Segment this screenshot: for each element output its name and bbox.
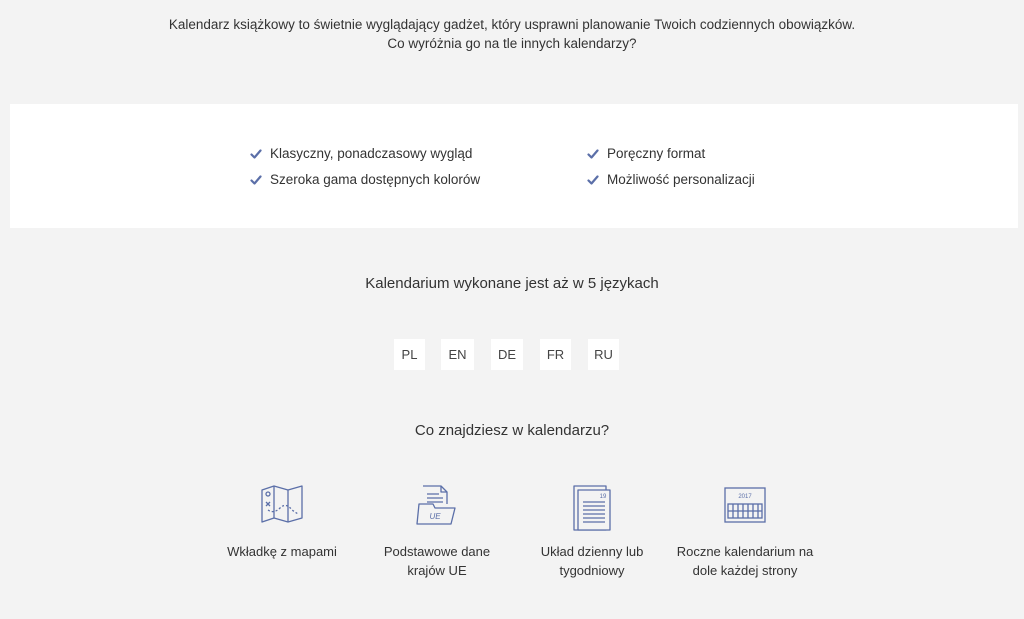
features-panel — [10, 104, 1018, 228]
language-de: DE — [491, 339, 523, 370]
feature-item — [587, 172, 755, 187]
content-item-eu-data — [357, 484, 517, 578]
feature-item — [587, 146, 705, 161]
intro-line-1: Kalendarz książkowy to świetnie wyglądający gadżet, który usprawni planowanie Twoich codziennych obowiązków. — [168, 17, 856, 32]
contents-title: Co znajdziesz w kalendarzu? — [414, 422, 610, 439]
feature-item — [250, 172, 480, 187]
check-icon — [587, 148, 599, 160]
label-line-1: Wkładkę z mapami — [227, 544, 337, 559]
label-line-2: tygodniowy — [559, 563, 625, 578]
content-item-label — [512, 542, 672, 580]
content-item-daily-layout — [512, 484, 672, 578]
label-line-2: krajów UE — [407, 563, 467, 578]
check-icon — [250, 148, 262, 160]
language-fr: FR — [540, 339, 571, 370]
content-item-label — [665, 542, 825, 580]
intro-text — [0, 15, 1024, 53]
year-badge: 2017 — [738, 494, 752, 500]
day-badge: 19 — [599, 494, 607, 500]
languages-title: Kalendarium wykonane jest aż w 5 językach — [365, 275, 659, 292]
label-line-1: Układ dzienny lub — [540, 544, 644, 559]
language-en: EN — [441, 339, 474, 370]
check-icon — [587, 174, 599, 186]
feature-label: Możliwość personalizacji — [607, 172, 755, 187]
feature-item — [250, 146, 472, 161]
check-icon — [250, 174, 262, 186]
content-item-label — [357, 542, 517, 580]
content-item-maps — [202, 484, 362, 559]
content-item-label — [202, 542, 362, 561]
feature-label: Szeroka gama dostępnych kolorów — [270, 172, 481, 187]
ue-badge: UE — [429, 512, 441, 521]
language-pl: PL — [394, 339, 425, 370]
label-line-1: Roczne kalendarium na — [676, 544, 814, 559]
feature-label: Klasyczny, ponadczasowy wygląd — [270, 146, 473, 161]
content-item-yearly-calendar — [665, 484, 825, 578]
label-line-1: Podstawowe dane — [383, 544, 491, 559]
folder-ue-icon — [415, 484, 459, 526]
label-line-2: dole każdej strony — [692, 563, 798, 578]
language-ru: RU — [588, 339, 619, 370]
daily-page-icon — [572, 484, 612, 532]
map-icon — [260, 484, 304, 524]
yearly-calendar-icon — [723, 484, 767, 524]
intro-line-2: Co wyróżnia go na tle innych kalendarzy? — [387, 36, 637, 51]
feature-label: Poręczny format — [607, 146, 706, 161]
